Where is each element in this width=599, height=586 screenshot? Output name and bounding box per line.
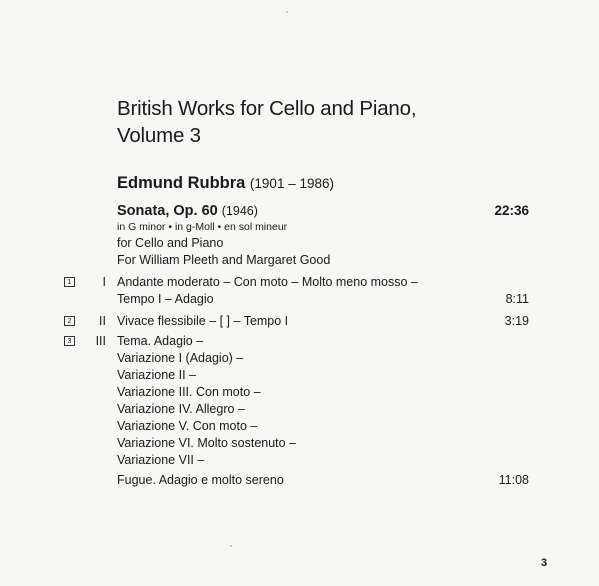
movement-line: Variazione III. Con moto –	[117, 385, 261, 399]
movement-numeral: II	[99, 314, 106, 328]
movement-line: Vivace flessibile – [ ] – Tempo I	[117, 314, 289, 328]
work-dedication: For William Pleeth and Margaret Good	[117, 253, 331, 267]
movement-line: Variazione IV. Allegro –	[117, 402, 245, 416]
movement-numeral: III	[95, 334, 106, 348]
composer-name: Edmund Rubbra	[117, 174, 246, 192]
track-number-box: 1	[64, 277, 75, 287]
movement-line: Tempo I – Adagio	[117, 292, 214, 306]
work-scoring: for Cello and Piano	[117, 236, 224, 250]
work-key: in G minor • in g-Moll • en sol mineur	[117, 221, 288, 233]
work-year: (1946)	[221, 204, 258, 218]
work-heading	[117, 202, 258, 220]
composer-dates: (1901 – 1986)	[249, 176, 334, 191]
movement-line: Variazione II –	[117, 368, 196, 382]
movement-line: Variazione VI. Molto sostenuto –	[117, 436, 297, 450]
track-duration: 8:11	[505, 292, 529, 306]
work-title: Sonata, Op. 60	[117, 203, 218, 219]
track-duration: 11:08	[498, 473, 529, 487]
composer-heading	[117, 172, 334, 195]
page-number: 3	[541, 557, 548, 569]
work-total-duration: 22:36	[494, 203, 529, 218]
print-speck	[286, 11, 288, 13]
movement-line: Variazione V. Con moto –	[117, 419, 258, 433]
movement-numeral: I	[102, 275, 106, 289]
album-title-line-2: Volume 3	[117, 124, 201, 147]
movement-line: Variazione VII –	[117, 453, 205, 467]
track-duration: 3:19	[504, 314, 529, 328]
track-number-box: 3	[64, 336, 75, 346]
movement-line: Andante moderato – Con moto – Molto meno mosso –	[117, 275, 418, 289]
track-number-box: 2	[64, 316, 75, 326]
movement-line: Fugue. Adagio e molto sereno	[117, 473, 284, 487]
album-title	[117, 95, 416, 149]
movement-line: Variazione I (Adagio) –	[117, 351, 244, 365]
movement-line: Tema. Adagio –	[117, 334, 204, 348]
album-title-line-1: British Works for Cello and Piano,	[117, 97, 417, 120]
print-speck	[230, 545, 232, 547]
